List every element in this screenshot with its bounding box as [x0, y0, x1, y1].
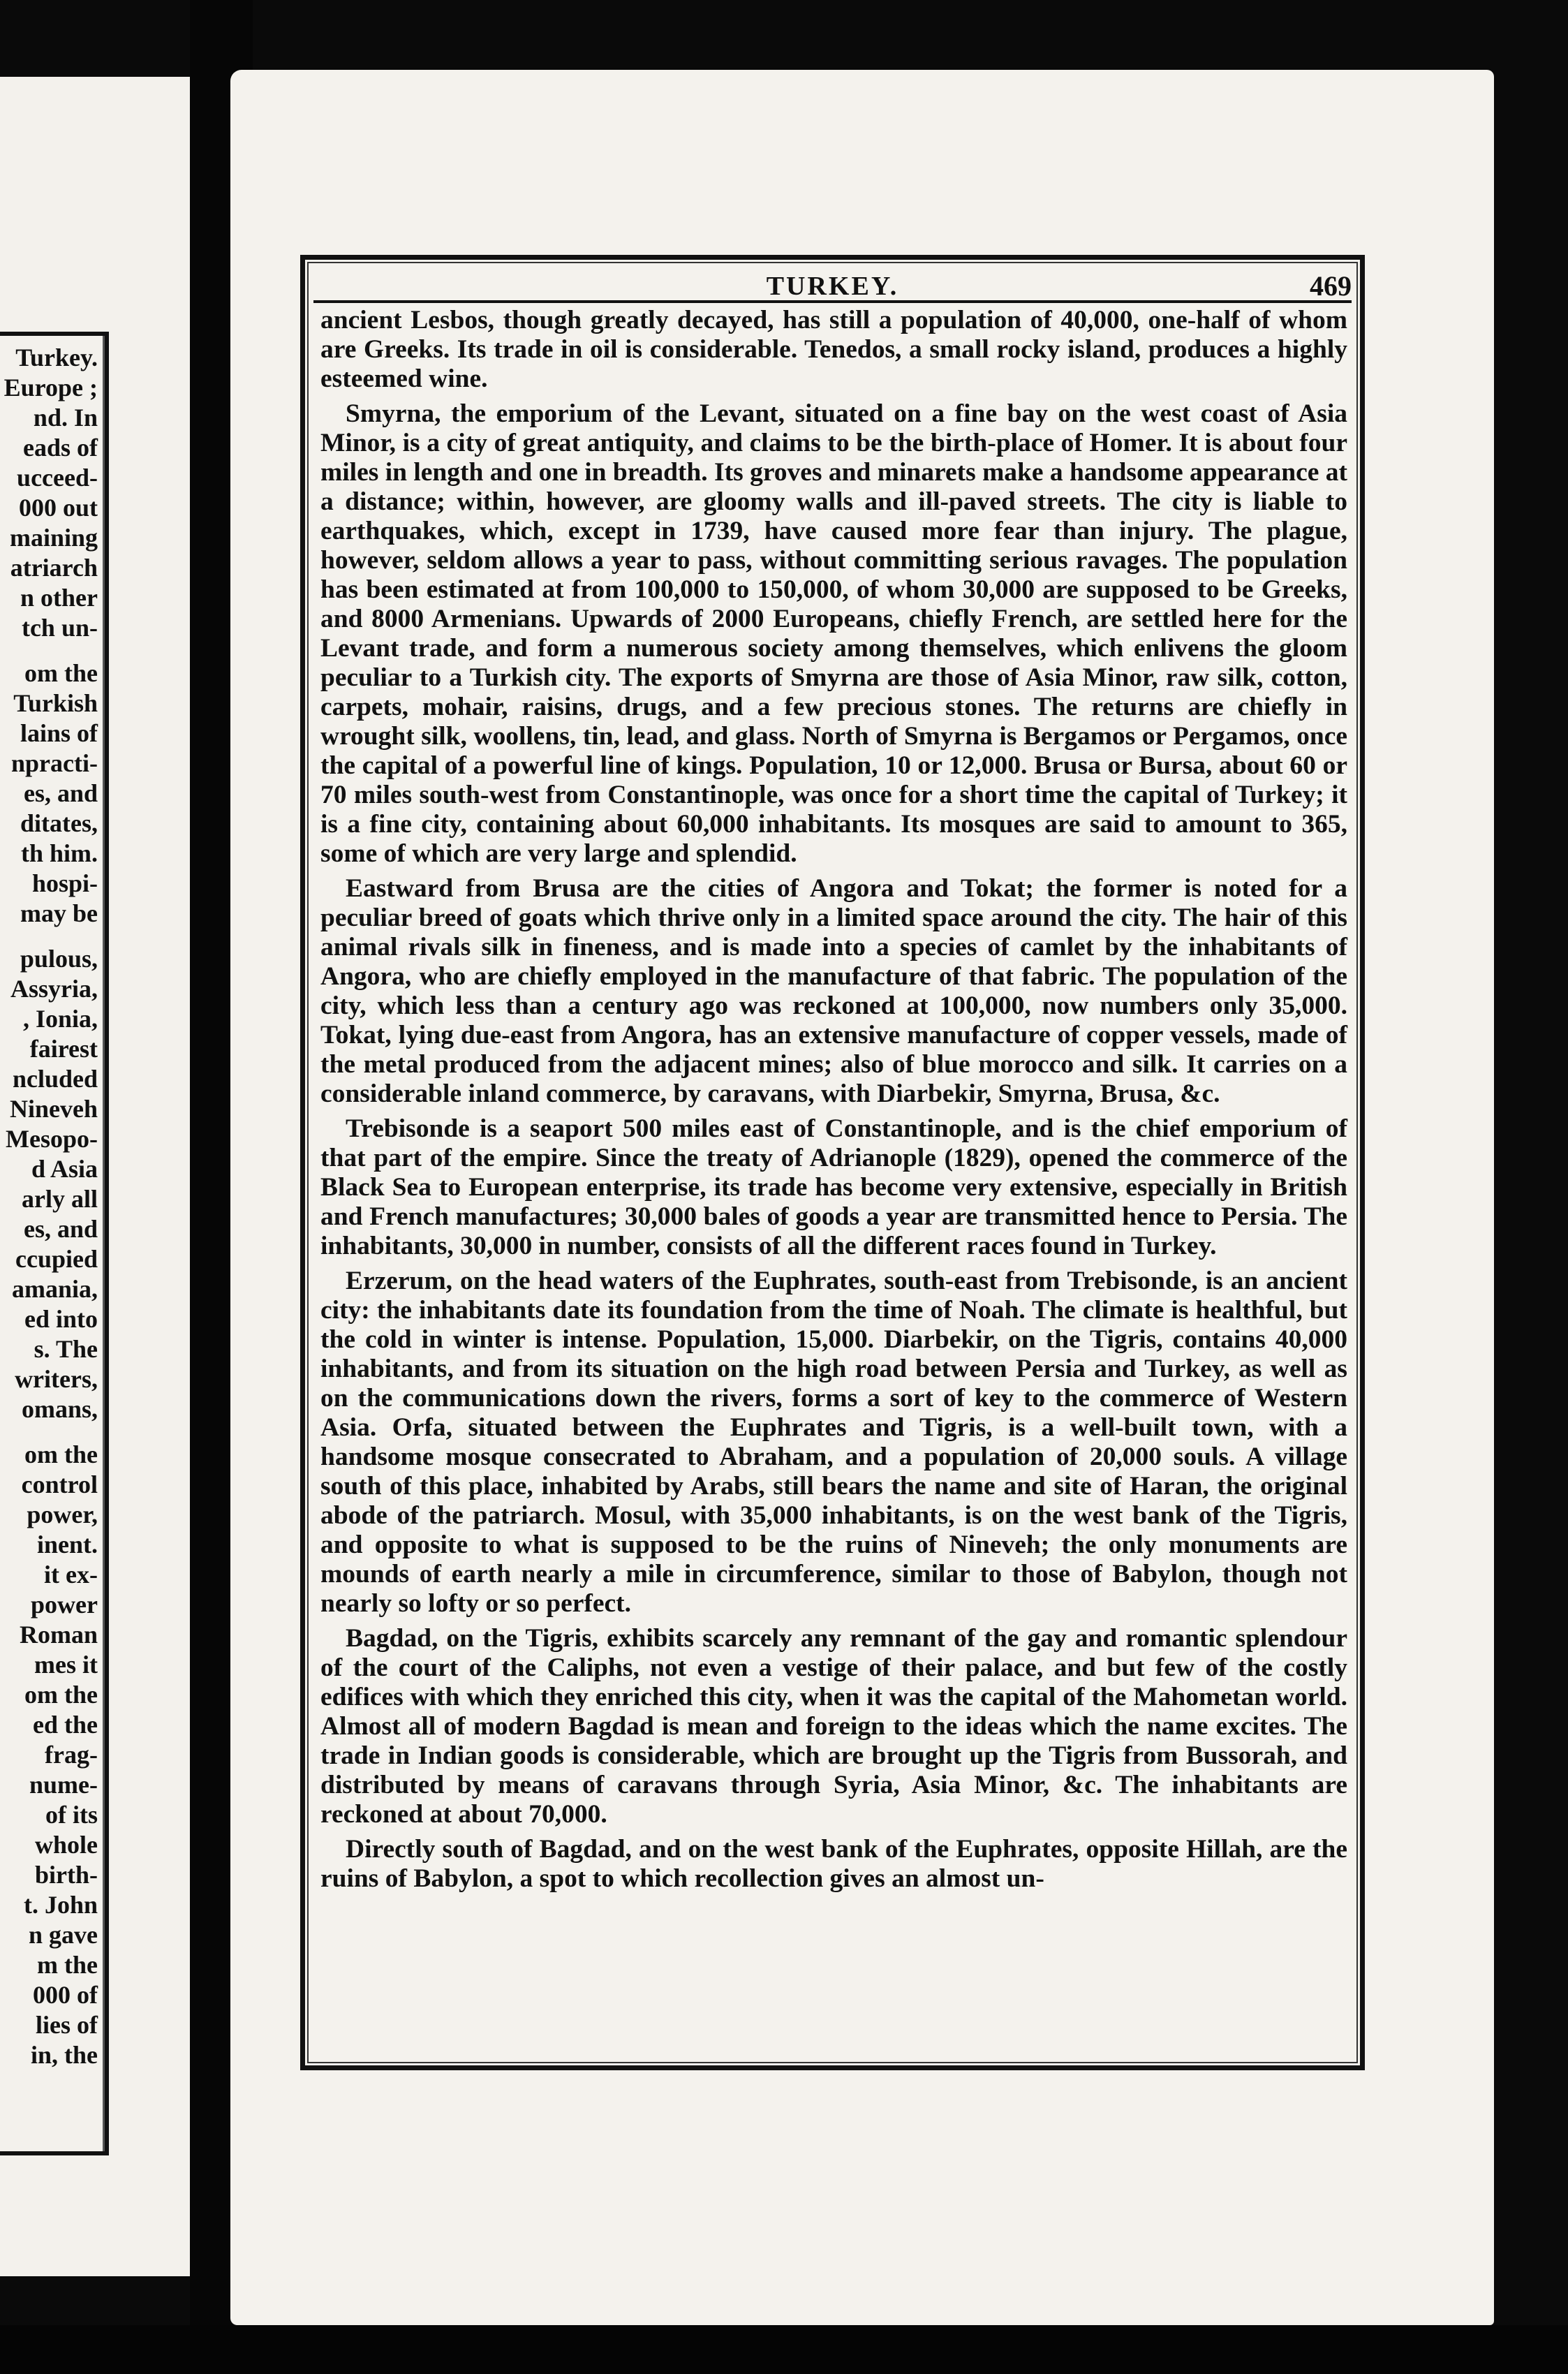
left-page-line: s. The — [34, 1335, 98, 1363]
left-page-line: frag- — [45, 1741, 98, 1769]
left-page-line: npracti- — [11, 749, 98, 777]
paragraph: Trebisonde is a seaport 500 miles east of Constantinople, and is the chief emporium of that part of the empire. Since the treaty of Adrianople (1829), opened the commerce of the Black Sea to European enterprise, its trade has become very extensive, especially in British and French manufactures; 30,000 bales of goods a year are transmitted hence to Persia. The inhabitants, 30,000 in number, consists of all the different races found in Turkey. — [320, 1114, 1347, 1260]
running-head: TURKEY. — [766, 272, 899, 301]
left-page-line: Roman — [19, 1621, 98, 1649]
left-page-line: tch un- — [21, 614, 98, 642]
left-page-line: om the — [24, 1440, 98, 1468]
left-page-line: om the — [24, 1681, 98, 1709]
left-page-line: ed the — [33, 1711, 98, 1739]
left-page-line: Mesopo- — [6, 1125, 98, 1153]
paragraph: ancient Lesbos, though greatly decayed, has still a population of 40,000, one-half of whom are Greeks. Its trade in oil is considerable. Tenedos, a small rocky island, produces a highly esteemed wine. — [320, 306, 1347, 393]
left-page-line: ucceed- — [17, 464, 98, 492]
left-page-gap — [0, 643, 98, 658]
left-page-line: of its — [45, 1801, 98, 1829]
left-page-gap — [0, 1424, 98, 1440]
left-page-line: ditates, — [20, 809, 98, 837]
paragraph: Smyrna, the emporium of the Levant, situated on a fine bay on the west coast of Asia Minor, is a city of great antiquity, and claims to be the birth-place of Homer. It is about four miles in length and one in breadth. Its groves and minarets make a handsome appearance at a distance; within, however, are gloomy walls and ill-paved streets. The city is liable to earthquakes, which, except in 1739, have caused more fear than injury. The plague, however, seldom allows a year to pass, without committing serious ravages. The population has been estimated at from 100,000 to 150,000, of whom 30,000 are supposed to be Greeks, and 8000 Armenians. Upwards of 2000 Europeans, chiefly French, are settled here for the Levant trade, and form a numerous society among themselves, which enlivens the gloom peculiar to a Turkish city. The exports of Smyrna are those of Asia Minor, raw silk, cotton, carpets, mohair, raisins, drugs, and a few precious stones. The returns are chiefly in wrought silk, woollens, tin, lead, and glass. North of Smyrna is Bergamos or Pergamos, once the capital of a powerful line of kings. Population, 10 or 12,000. Brusa or Bursa, about 60 or 70 miles south-west from Constantinople, was once for a short time the capital of Turkey; it is a fine city, containing about 60,000 inhabitants. Its mosques are said to amount to 365, some of which are very large and splendid. — [320, 399, 1347, 868]
left-page-line: atriarch — [10, 554, 98, 582]
left-page-line: birth- — [35, 1861, 98, 1889]
left-page-line: n other — [20, 584, 98, 612]
left-page-line: writers, — [15, 1365, 98, 1393]
left-page-line: inent. — [36, 1531, 98, 1558]
left-page — [0, 77, 190, 2276]
left-page-line: power — [31, 1591, 98, 1619]
left-page-line: ccupied — [15, 1245, 98, 1273]
page-number: 469 — [1310, 270, 1352, 302]
paragraph: Bagdad, on the Tigris, exhibits scarcely any remnant of the gay and romantic splendour of the court of the Caliphs, not even a vestige of their palace, and but few of the costly edifices with which they enriched this city, when it was the capital of the Mahometan world. Almost all of modern Bagdad is mean and foreign to the ideas which the name excites. The trade in Indian goods is considerable, which are brought up the Tigris from Bussorah, and distributed by means of caravans through Syria, Asia Minor, &c. The inhabitants are reckoned at about 70,000. — [320, 1624, 1347, 1829]
left-page-line: 000 out — [18, 494, 98, 522]
left-page-line: power, — [27, 1501, 98, 1528]
left-page-line: th him. — [20, 839, 98, 867]
scan-bottom-edge — [0, 2325, 1568, 2374]
left-page-line: arly all — [22, 1185, 98, 1213]
paragraph: Eastward from Brusa are the cities of Angora and Tokat; the former is noted for a peculiar breed of goats which thrive only in a limited space around the city. The hair of this animal rivals silk in fineness, and is made into a species of camlet by the inhabitants of Angora, who are chiefly employed in the manufacture of that fabric. The population of the city, which less than a century ago was reckoned at 100,000, now numbers only 35,000. Tokat, lying due-east from Angora, has an extensive manufacture of copper vessels, made of the metal produced from the adjacent mines; also of blue morocco and silk. It carries on a considerable inland commerce, by caravans, with Diarbekir, Smyrna, Brusa, &c. — [320, 874, 1347, 1108]
left-page-line: Turkey. — [15, 344, 98, 371]
left-page-line: es, and — [23, 779, 98, 807]
left-page-line: whole — [35, 1831, 98, 1859]
right-page — [230, 70, 1494, 2325]
left-page-line: ed into — [24, 1305, 98, 1333]
left-page-line: eads of — [23, 434, 98, 462]
left-page-line: lains of — [20, 719, 98, 747]
left-page-gap — [0, 929, 98, 944]
page-frame — [300, 255, 1365, 2070]
left-page-line: amania, — [11, 1275, 98, 1303]
left-page-line: es, and — [23, 1215, 98, 1243]
left-page-line: nume- — [29, 1771, 98, 1799]
left-page-line: fairest — [29, 1035, 98, 1063]
left-page-line: may be — [20, 899, 98, 927]
left-page-line: om the — [24, 659, 98, 687]
left-page-line: lies of — [36, 2011, 98, 2039]
left-page-line: Europe ; — [3, 374, 98, 401]
left-page-frame — [0, 332, 109, 2155]
left-page-line: , Ionia, — [22, 1005, 98, 1033]
left-page-line: m the — [37, 1951, 98, 1979]
left-page-line: nd. In — [33, 404, 98, 432]
left-page-line: it ex- — [44, 1561, 98, 1588]
left-page-line: Assyria, — [10, 975, 98, 1003]
left-page-line: Turkish — [13, 689, 98, 717]
page-header — [313, 267, 1352, 303]
left-page-line: pulous, — [20, 945, 98, 973]
paragraph: Erzerum, on the head waters of the Euphrates, south-east from Trebisonde, is an ancient city: the inhabitants date its foundation from the time of Noah. The climate is healthful, but the cold in winter is intense. Population, 15,000. Diarbekir, on the Tigris, contains 40,000 inhabitants, and from its situation on the high road between Persia and Turkey, as well as on the communications down the rivers, forms a sort of key to the commerce of Western Asia. Orfa, situated between the Euphrates and Tigris, is a well-built town, with a handsome mosque consecrated to Abraham, and a population of 20,000 souls. A village south of this place, inhabited by Arabs, still bears the name and site of Haran, the original abode of the patriarch. Mosul, with 35,000 inhabitants, is on the west bank of the Tigris, and opposite to what is supposed to be the ruins of Nineveh; the only monuments are mounds of earth nearly a mile in circumference, similar to those of Babylon, though not nearly so lofty or so perfect. — [320, 1267, 1347, 1618]
left-page-line: n gave — [29, 1921, 98, 1949]
left-page-line: 000 of — [33, 1981, 98, 2009]
left-page-line: hospi- — [31, 869, 98, 897]
left-page-line: Nineveh — [10, 1095, 98, 1123]
paragraph: Directly south of Bagdad, and on the west bank of the Euphrates, opposite Hillah, are the ruins of Babylon, a spot to which recollection gives an almost un- — [320, 1835, 1347, 1893]
left-page-text-column — [0, 343, 98, 2070]
left-page-line: in, the — [30, 2041, 98, 2069]
left-page-line: maining — [9, 524, 98, 552]
left-page-line: omans, — [21, 1395, 98, 1423]
body-text — [320, 306, 1347, 1899]
left-page-line: t. John — [23, 1891, 98, 1919]
left-page-line: d Asia — [31, 1155, 98, 1183]
left-page-line: control — [21, 1470, 98, 1498]
left-page-line: mes it — [34, 1651, 98, 1679]
left-page-line: ncluded — [12, 1065, 98, 1093]
